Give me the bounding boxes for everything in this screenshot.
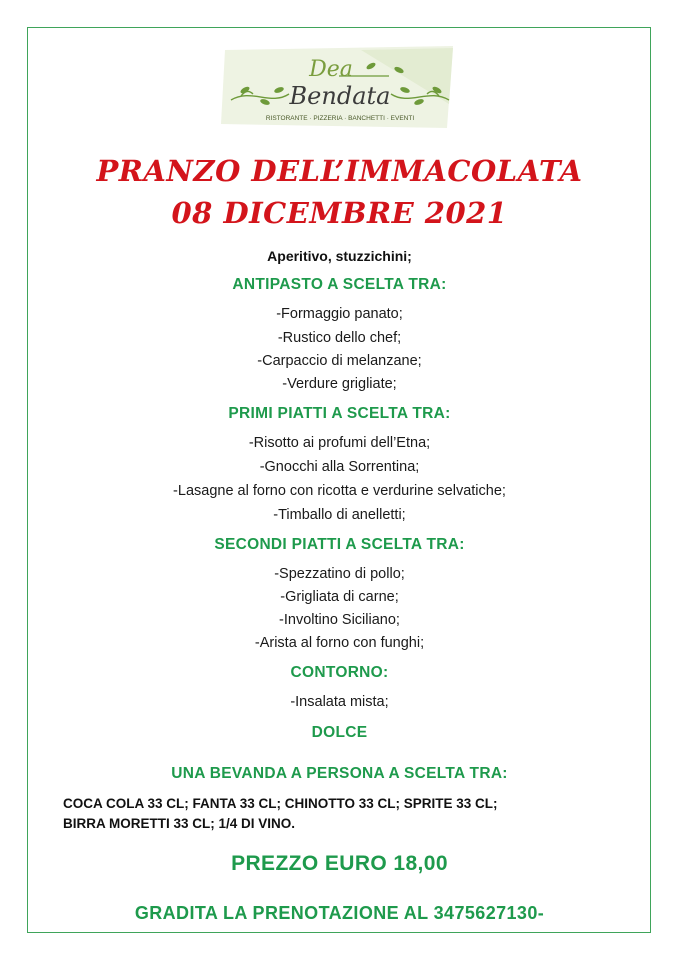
logo-text-dea: Dea <box>309 57 353 82</box>
menu-item: -Carpaccio di melanzane; <box>257 353 422 369</box>
restaurant-logo <box>221 44 459 130</box>
aperitivo-line: Aperitivo, stuzzichini; <box>267 248 412 264</box>
menu-item: -Involtino Siciliano; <box>279 612 400 628</box>
secondi-heading: SECONDI PIATTI A SCELTA TRA: <box>214 536 465 553</box>
event-date: 08 DICEMBRE 2021 <box>171 196 508 230</box>
menu-item: -Lasagne al forno con ricotta e verdurine selvatiche; <box>173 483 506 499</box>
booking-line: GRADITA LA PRENOTAZIONE AL 3475627130- <box>134 903 545 923</box>
page-title: PRANZO DELL’IMMACOLATA <box>96 154 583 188</box>
menu-item: -Verdure grigliate; <box>282 376 397 392</box>
price-line: PREZZO EURO 18,00 <box>231 852 448 875</box>
primi-heading: PRIMI PIATTI A SCELTA TRA: <box>228 405 451 422</box>
menu-item: -Rustico dello chef; <box>277 330 402 346</box>
menu-item: -Gnocchi alla Sorrentina; <box>259 459 420 475</box>
menu-item: -Risotto ai profumi dell’Etna; <box>248 435 431 451</box>
menu-item: -Grigliata di carne; <box>280 589 399 605</box>
logo-tagline: RISTORANTE · PIZZERIA · BANCHETTI · EVENTI <box>265 115 415 122</box>
drinks-line-2: BIRRA MORETTI 33 CL; 1/4 DI VINO. <box>63 816 296 831</box>
menu-item: -Timballo di anelletti; <box>273 507 406 523</box>
dolce-heading: DOLCE <box>311 724 368 741</box>
drinks-line-1: COCA COLA 33 CL; FANTA 33 CL; CHINOTTO 33 CL; SPRITE 33 CL; <box>63 796 498 811</box>
menu-item: -Insalata mista; <box>290 694 389 710</box>
bevanda-heading: UNA BEVANDA A PERSONA A SCELTA TRA: <box>171 765 508 782</box>
logo-text-bendata: Bendata <box>289 82 391 110</box>
contorno-heading: CONTORNO: <box>290 664 389 681</box>
menu-item: -Arista al forno con funghi; <box>254 635 425 651</box>
antipasto-heading: ANTIPASTO A SCELTA TRA: <box>232 276 447 293</box>
menu-item: -Spezzatino di pollo; <box>274 566 405 582</box>
menu-item: -Formaggio panato; <box>276 306 403 322</box>
